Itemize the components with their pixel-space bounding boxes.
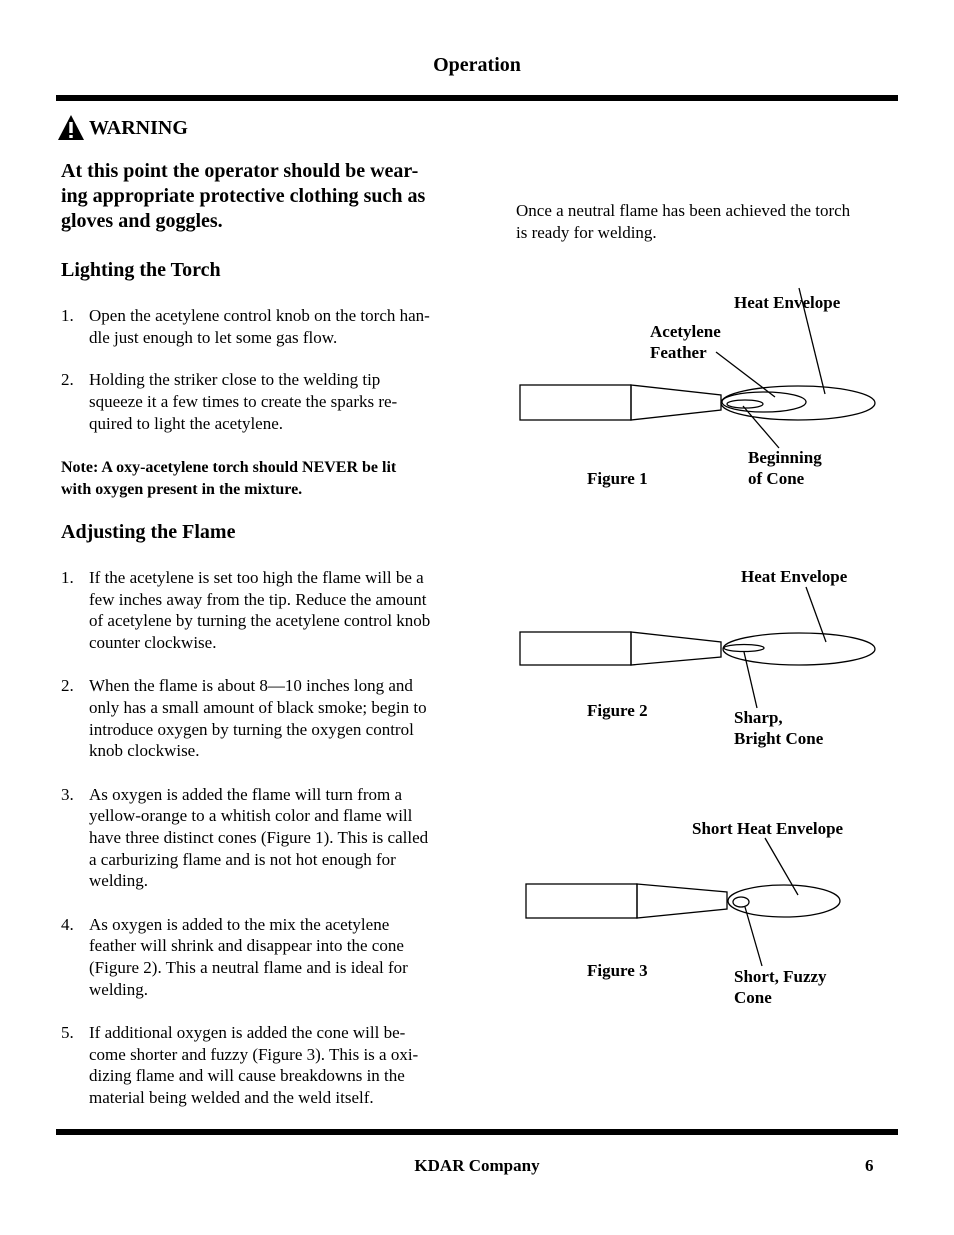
fig2-heat-envelope-label: Heat Envelope	[741, 567, 848, 586]
warning-label: WARNING	[89, 117, 188, 139]
torch-tip	[631, 385, 721, 420]
figure-3-caption: Figure 3	[587, 961, 648, 980]
heat-envelope	[728, 885, 840, 917]
torch-handle	[526, 884, 637, 918]
footer-company: KDAR Company	[414, 1156, 540, 1175]
fig1-heat-envelope-label: Heat Envelope	[734, 293, 841, 312]
header-rule	[56, 95, 898, 101]
page-header-title: Operation	[433, 54, 521, 76]
list-item: 2. When the flame is about 8—10 inches long and only has a small amount of black smoke; begin to introduce oxygen by turning the oxygen control knob clockwise.	[61, 676, 427, 761]
figure-3-torch-diagram	[510, 820, 890, 1010]
list-item: 1. Open the acetylene control knob on the torch han- dle just enough to let some gas flow.	[61, 306, 430, 347]
list-item: 1. If the acetylene is set too high the flame will be a few inches away from the tip. Reduce the amount of acetylene by turning the acetylene control knob counter clockwise.	[61, 568, 431, 653]
page-number: 6	[865, 1156, 874, 1175]
torch-tip	[637, 884, 727, 918]
list-item: 2. Holding the striker close to the welding tip squeeze it a few times to create the sparks re- quired to light the acetylene.	[61, 370, 398, 433]
cone-pointer	[744, 652, 757, 708]
list-item: 5. If additional oxygen is added the cone will be- come shorter and fuzzy (Figure 3). This is a oxi- dizing flame and will cause breakdowns in the material being welded and the weld itself.	[61, 1022, 419, 1108]
figure-1-torch-diagram	[510, 280, 890, 500]
lighting-list	[61, 305, 471, 435]
fig3-heat-envelope-label: Short Heat Envelope	[692, 819, 844, 838]
list-item: 4. As oxygen is added to the mix the acetylene feather will shrink and disappear into the cone (Figure 2). This a neutral flame and is ideal for welding.	[61, 914, 408, 999]
fig1-feather-label: Acetylene Feather	[650, 322, 721, 362]
fig3-cone-label: Short, Fuzzy Cone	[734, 967, 827, 1007]
adjusting-list	[61, 567, 471, 1109]
inner-cone	[724, 645, 764, 652]
torch-handle	[520, 632, 631, 665]
fig2-cone-label: Sharp, Bright Cone	[734, 708, 824, 748]
warning-text: At this point the operator should be wear- ing appropriate protective clothing such as gloves and goggles.	[61, 160, 426, 232]
adjusting-heading: Adjusting the Flame	[61, 521, 236, 543]
heat-envelope-pointer	[765, 838, 798, 895]
note-text: Note: A oxy-acetylene torch should NEVER be lit with oxygen present in the mixture.	[61, 459, 397, 498]
figure-2-caption: Figure 2	[587, 701, 648, 720]
inner-cone	[733, 897, 749, 907]
list-item: 3. As oxygen is added the flame will turn from a yellow-orange to a whitish color and flame will have three distinct cones (Figure 1). This is called a carburizing flame and is not hot enough for welding.	[61, 784, 429, 891]
intro-text: Once a neutral flame has been achieved the torch is ready for welding.	[516, 201, 851, 242]
footer-rule	[56, 1129, 898, 1135]
warning-icon	[57, 114, 85, 141]
fig1-cone-label: Beginning of Cone	[748, 448, 822, 488]
acetylene-feather	[722, 392, 806, 412]
figure-1-caption: Figure 1	[587, 469, 648, 488]
inner-cone	[727, 400, 763, 408]
lighting-heading: Lighting the Torch	[61, 259, 221, 281]
torch-tip	[631, 632, 721, 665]
torch-handle	[520, 385, 631, 420]
heat-envelope	[721, 386, 875, 420]
figure-2-torch-diagram	[510, 560, 890, 750]
